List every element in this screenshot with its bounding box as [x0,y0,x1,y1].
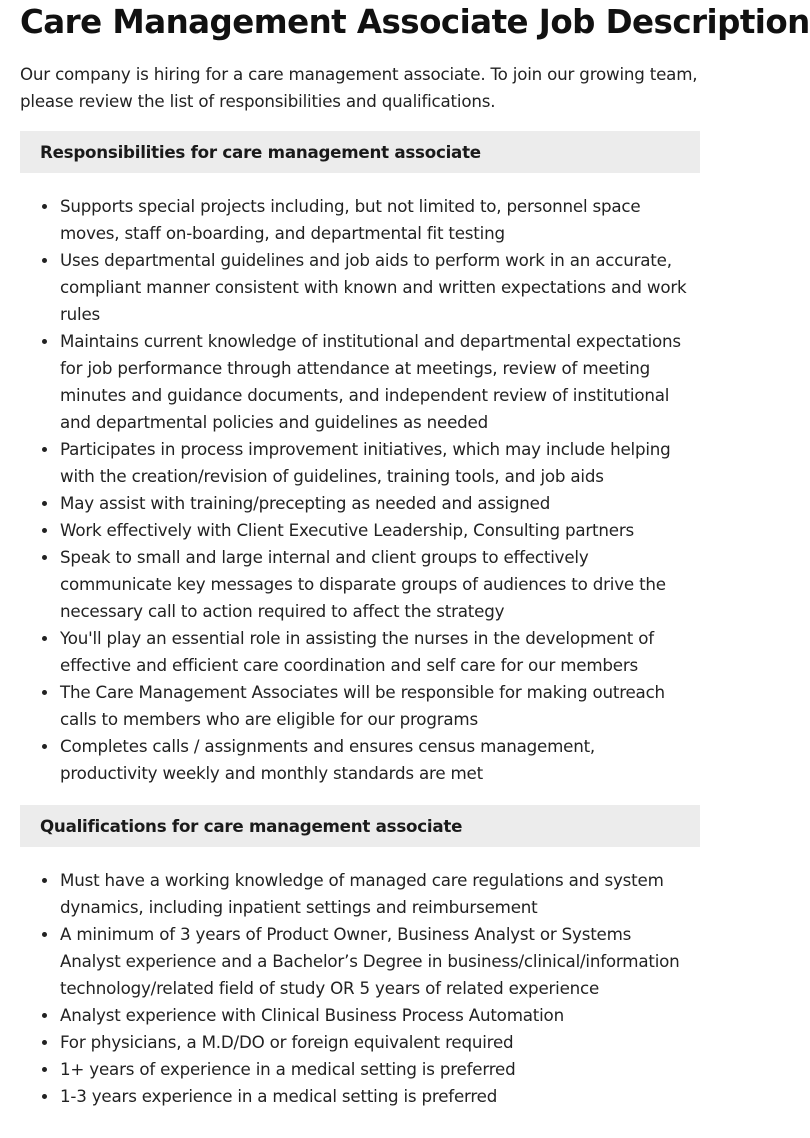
list-item: Work effectively with Client Executive Leadership, Consulting partners [60,517,695,544]
list-item: For physicians, a M.D/DO or foreign equivalent required [60,1029,695,1056]
list-item: Uses departmental guidelines and job aids to perform work in an accurate, compliant manner consistent with known and written expectations and work rules [60,247,695,328]
list-item: A minimum of 3 years of Product Owner, Business Analyst or Systems Analyst experience and a Bachelor’s Degree in business/clinical/information technology/related field of study OR 5 years of related experience [60,921,695,1002]
list-item: Analyst experience with Clinical Business Process Automation [60,1002,695,1029]
list-item: Participates in process improvement initiatives, which may include helping with the creation/revision of guidelines, training tools, and job aids [60,436,695,490]
list-item: Supports special projects including, but not limited to, personnel space moves, staff on-boarding, and departmental fit testing [60,193,695,247]
list-item: The Care Management Associates will be responsible for making outreach calls to members who are eligible for our programs [60,679,695,733]
list-item: Speak to small and large internal and client groups to effectively communicate key messages to disparate groups of audiences to drive the necessary call to action required to affect the strategy [60,544,695,625]
list-item: Maintains current knowledge of institutional and departmental expectations for job performance through attendance at meetings, review of meeting minutes and guidance documents, and independent review of institutional and departmental policies and guidelines as needed [60,328,695,436]
qualifications-heading: Qualifications for care management associate [20,805,700,847]
intro-paragraph: Our company is hiring for a care management associate. To join our growing team, please review the list of responsibilities and qualifications. [20,64,698,111]
list-item: You'll play an essential role in assisting the nurses in the development of effective and efficient care coordination and self care for our members [60,625,695,679]
responsibilities-heading: Responsibilities for care management associate [20,131,700,173]
qualifications-list [20,867,700,1110]
list-item: May assist with training/precepting as needed and assigned [60,490,695,517]
list-item: 1+ years of experience in a medical setting is preferred [60,1056,695,1083]
list-item: 1-3 years experience in a medical setting is preferred [60,1083,695,1110]
page-title: Care Management Associate Job Description [20,3,810,41]
responsibilities-list [20,193,700,787]
list-item: Must have a working knowledge of managed care regulations and system dynamics, including inpatient settings and reimbursement [60,867,695,921]
list-item: Completes calls / assignments and ensures census management, productivity weekly and monthly standards are met [60,733,695,787]
